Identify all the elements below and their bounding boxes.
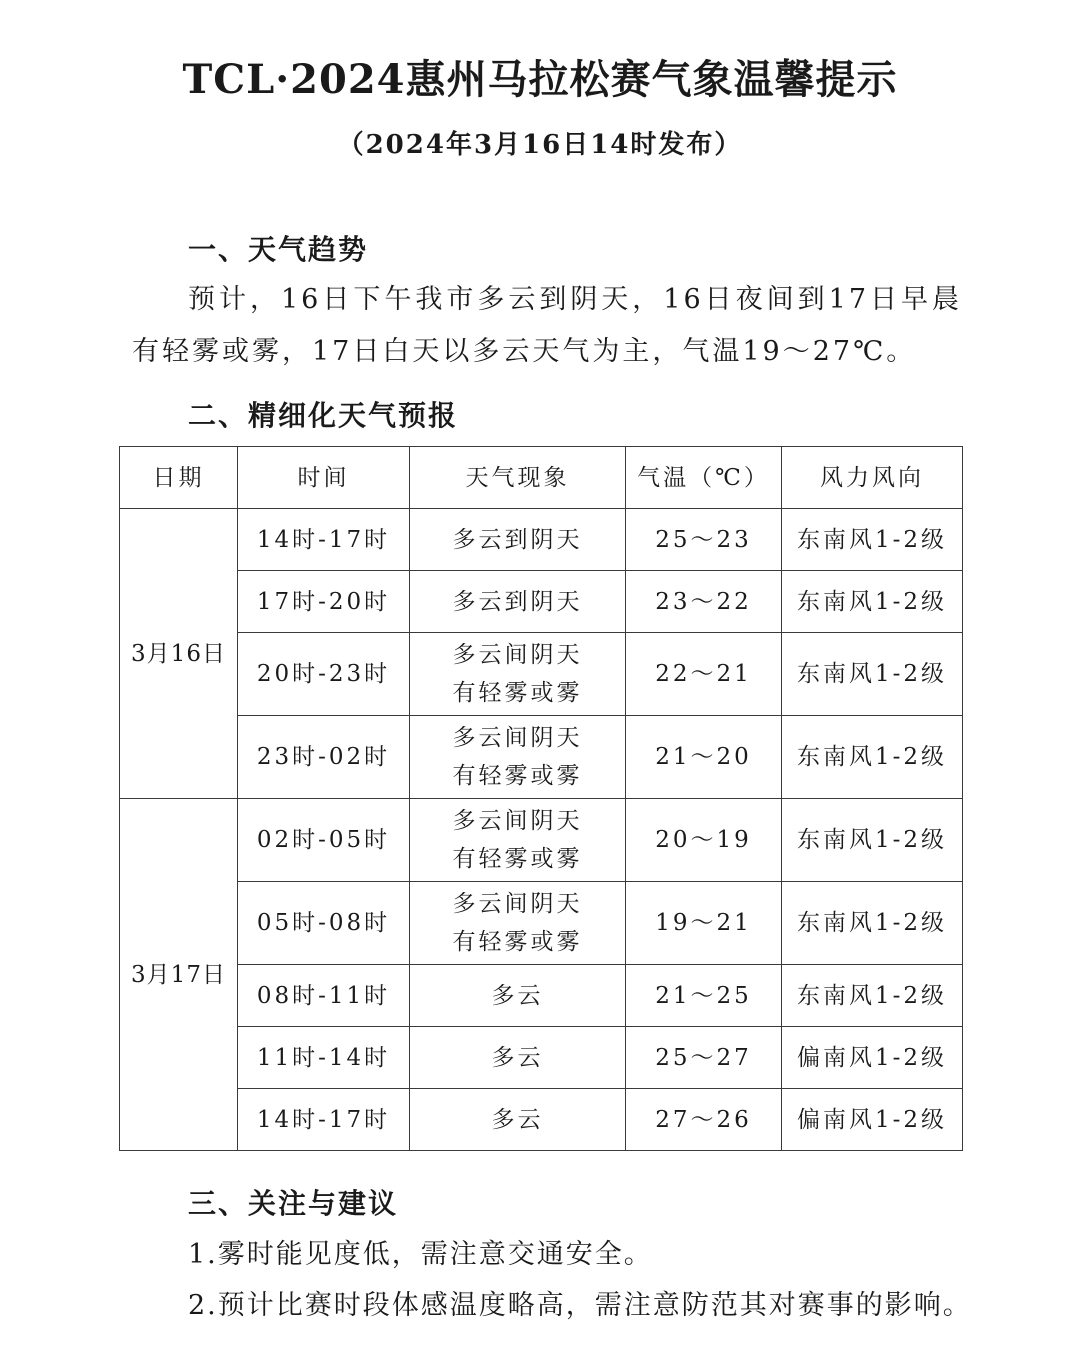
cell-time: 02时-05时: [238, 799, 410, 882]
release-time: （2024年3月16日14时发布）: [337, 130, 743, 160]
weather-line: 有轻雾或雾: [452, 929, 583, 955]
weather-line: 多云间阴天: [452, 808, 583, 834]
cell-temperature: 27～26: [626, 1089, 782, 1151]
cell-temperature: 19～21: [626, 882, 782, 965]
header-weather: 天气现象: [410, 447, 626, 509]
advice-item: 1.雾时能见度低，需注意交通安全。: [188, 1239, 653, 1270]
table-row: [120, 571, 963, 633]
table-row: [120, 716, 963, 799]
page-title: TCL·2024惠州马拉松赛气象温馨提示: [182, 56, 898, 103]
cell-weather: [410, 1089, 626, 1151]
weather-line: 多云到阴天: [452, 526, 583, 553]
cell-wind: 东南风1-2级: [782, 633, 963, 716]
cell-time: 14时-17时: [238, 1089, 410, 1151]
cell-wind: 偏南风1-2级: [782, 1089, 963, 1151]
forecast-table: [119, 446, 963, 1151]
header-temperature: 气温（℃）: [626, 447, 782, 509]
cell-weather: [410, 509, 626, 571]
table-row: [120, 1027, 963, 1089]
cell-weather: [410, 1027, 626, 1089]
weather-line: 多云: [491, 1044, 544, 1071]
cell-date: 3月17日: [120, 799, 238, 1151]
section-heading-advice: 三、关注与建议: [188, 1187, 399, 1220]
table-row: [120, 882, 963, 965]
table-row: [120, 1089, 963, 1151]
cell-wind: 东南风1-2级: [782, 965, 963, 1027]
table-row: [120, 509, 963, 571]
cell-temperature: 21～20: [626, 716, 782, 799]
table-row: [120, 799, 963, 882]
weather-line: 多云间阴天: [452, 891, 583, 917]
cell-time: 20时-23时: [238, 633, 410, 716]
weather-trend-paragraph: 预计，16日下午我市多云到阴天，16日夜间到17日早晨有轻雾或雾，17日白天以多云天气为主，气温19～27℃。: [132, 284, 962, 367]
header-time: 时间: [238, 447, 410, 509]
cell-date: 3月16日: [120, 509, 238, 799]
weather-line: 有轻雾或雾: [452, 846, 583, 872]
cell-weather: [410, 799, 626, 882]
cell-weather: [410, 882, 626, 965]
advice-item: 2.预计比赛时段体感温度略高，需注意防范其对赛事的影响。: [188, 1290, 972, 1321]
cell-time: 08时-11时: [238, 965, 410, 1027]
cell-wind: 东南风1-2级: [782, 716, 963, 799]
cell-time: 11时-14时: [238, 1027, 410, 1089]
table-row: [120, 633, 963, 716]
header-wind: 风力风向: [782, 447, 963, 509]
cell-time: 17时-20时: [238, 571, 410, 633]
cell-wind: 东南风1-2级: [782, 882, 963, 965]
cell-weather: [410, 716, 626, 799]
cell-weather: [410, 633, 626, 716]
table-header-row: [120, 447, 963, 509]
cell-time: 23时-02时: [238, 716, 410, 799]
weather-line: 有轻雾或雾: [452, 680, 583, 706]
forecast-table-body: [120, 509, 963, 1151]
section-heading-detailed-forecast: 二、精细化天气预报: [188, 399, 459, 432]
cell-weather: [410, 571, 626, 633]
cell-temperature: 20～19: [626, 799, 782, 882]
cell-temperature: 25～27: [626, 1027, 782, 1089]
weather-line: 有轻雾或雾: [452, 763, 583, 789]
cell-wind: 偏南风1-2级: [782, 1027, 963, 1089]
cell-time: 14时-17时: [238, 509, 410, 571]
cell-temperature: 23～22: [626, 571, 782, 633]
weather-line: 多云到阴天: [452, 588, 583, 615]
section-heading-weather-trend: 一、天气趋势: [188, 233, 369, 266]
weather-line: 多云间阴天: [452, 725, 583, 751]
cell-time: 05时-08时: [238, 882, 410, 965]
weather-line: 多云间阴天: [452, 642, 583, 668]
weather-line: 多云: [491, 1106, 544, 1133]
cell-temperature: 25～23: [626, 509, 782, 571]
cell-wind: 东南风1-2级: [782, 509, 963, 571]
cell-temperature: 22～21: [626, 633, 782, 716]
cell-weather: [410, 965, 626, 1027]
cell-wind: 东南风1-2级: [782, 571, 963, 633]
table-row: [120, 965, 963, 1027]
cell-temperature: 21～25: [626, 965, 782, 1027]
weather-line: 多云: [491, 982, 544, 1009]
header-date: 日期: [120, 447, 238, 509]
cell-wind: 东南风1-2级: [782, 799, 963, 882]
